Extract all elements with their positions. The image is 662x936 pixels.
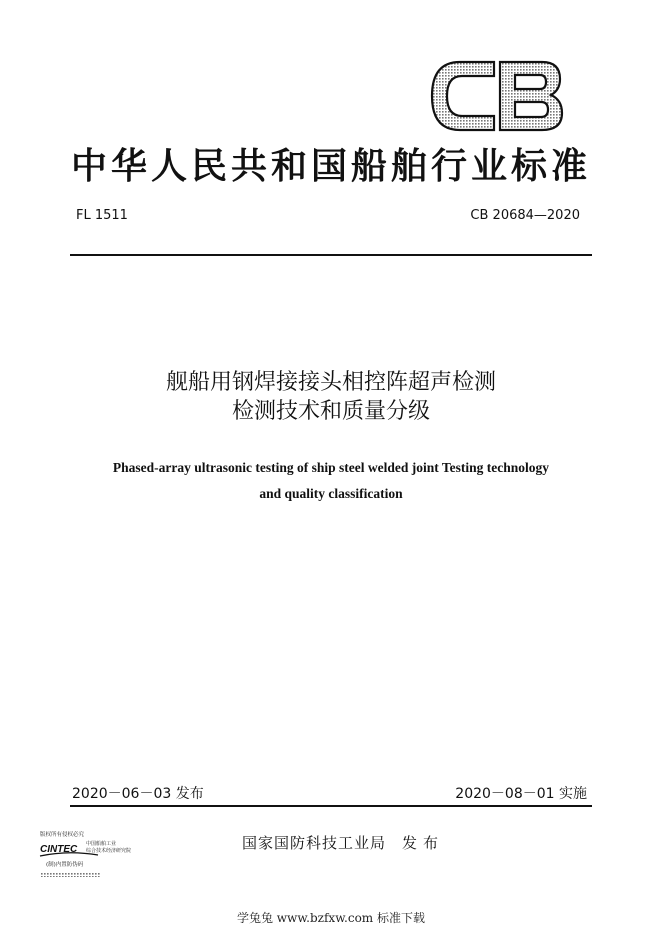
- watermark-text: 学兔兔 www.bzfxw.com 标准下载: [236, 911, 426, 925]
- title-chinese-line1: 舰船用钢焊接接头相控阵超声检测: [165, 370, 496, 395]
- issue-date: 2020－06－03 发布: [72, 786, 204, 802]
- stamp-line4: (制)内置防伪码: [46, 862, 84, 868]
- publisher: [242, 832, 444, 853]
- stamp-brand: CINTEC: [40, 844, 78, 855]
- publisher-name: 国家国防科技工业局: [242, 834, 387, 852]
- publisher-action: 发布: [402, 834, 445, 852]
- classification-code: FL 1511: [76, 208, 128, 223]
- implementation-date: 2020－08－01 实施: [455, 786, 587, 802]
- standard-number: CB 20684—2020: [470, 208, 580, 223]
- org-title: 中华人民共和国船舶行业标准: [70, 146, 591, 187]
- top-divider: [70, 254, 592, 256]
- stamp-line2: 中国船舶工业: [86, 841, 117, 847]
- title-english-line2: and quality classification: [259, 486, 403, 501]
- title-english-line1: Phased-array ultrasonic testing of ship steel welded joint Testing technology: [112, 460, 550, 475]
- stamp-line3: 综合技术经济研究院: [86, 848, 132, 854]
- title-english: [0, 455, 662, 507]
- anti-counterfeit-stamp: [38, 828, 138, 884]
- bottom-divider: [70, 805, 592, 807]
- title-chinese-line2: 检测技术和质量分级: [231, 399, 430, 424]
- title-chinese: [0, 368, 662, 426]
- cb-logo: [430, 60, 564, 132]
- stamp-line1: 版权所有侵权必究: [40, 832, 85, 838]
